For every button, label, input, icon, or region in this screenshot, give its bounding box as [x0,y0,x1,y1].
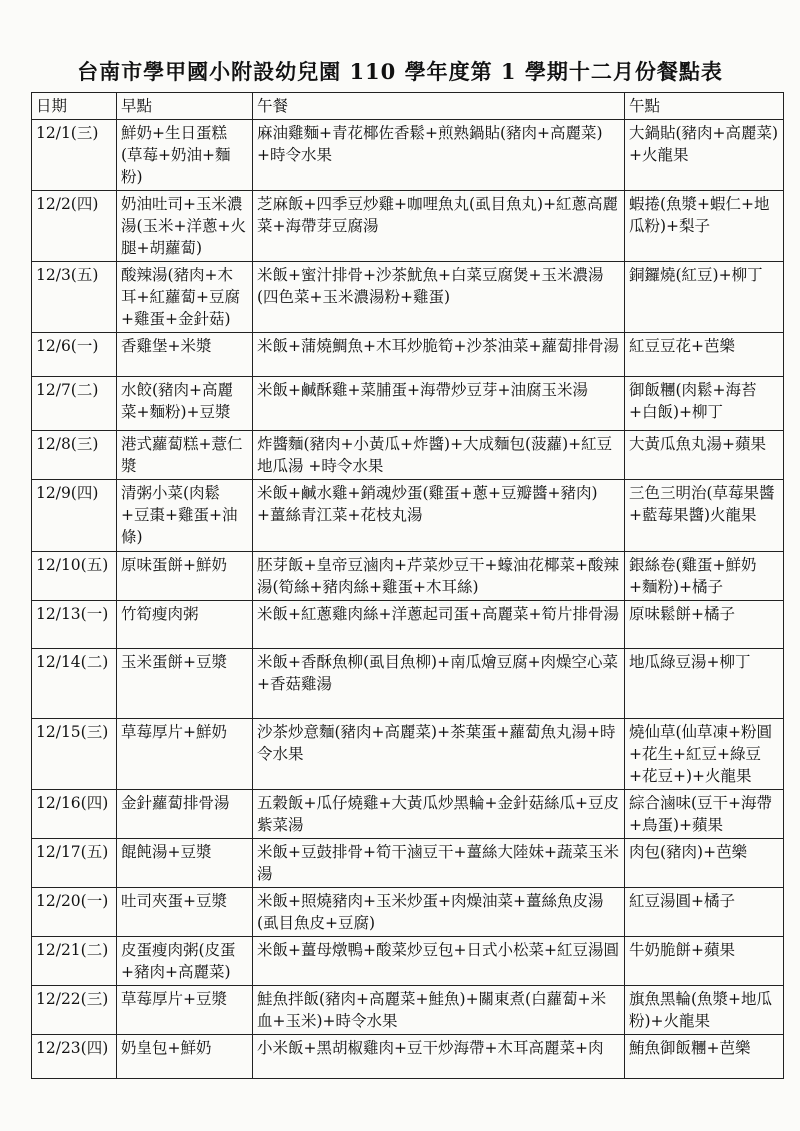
snack-cell: 蝦捲(魚漿+蝦仁+地瓜粉)+梨子 [625,191,784,262]
header-lunch: 午餐 [253,93,625,120]
lunch-cell: 米飯+香酥魚柳(虱目魚柳)+南瓜燴豆腐+肉燥空心菜+香菇雞湯 [253,649,625,719]
lunch-cell: 五穀飯+瓜仔燒雞+大黃瓜炒黑輪+金針菇絲瓜+豆皮紫菜湯 [253,790,625,839]
date-cell: 12/20(一) [32,888,117,937]
header-breakfast: 早點 [117,93,253,120]
table-row [32,839,784,888]
lunch-cell: 鮭魚拌飯(豬肉+高麗菜+鮭魚)+關東煮(白蘿蔔+米血+玉米)+時令水果 [253,986,625,1035]
breakfast-cell: 草莓厚片+豆漿 [117,986,253,1035]
breakfast-cell: 原味蛋餅+鮮奶 [117,552,253,601]
breakfast-cell: 吐司夾蛋+豆漿 [117,888,253,937]
breakfast-cell: 金針蘿蔔排骨湯 [117,790,253,839]
snack-cell: 綜合滷味(豆干+海帶+鳥蛋)+蘋果 [625,790,784,839]
snack-cell: 御飯糰(肉鬆+海苔+白飯)+柳丁 [625,377,784,431]
table-row [32,937,784,986]
lunch-cell: 沙茶炒意麵(豬肉+高麗菜)+茶葉蛋+蘿蔔魚丸湯+時令水果 [253,719,625,790]
breakfast-cell: 竹筍瘦肉粥 [117,601,253,649]
snack-cell: 紅豆豆花+芭樂 [625,333,784,377]
snack-cell: 地瓜綠豆湯+柳丁 [625,649,784,719]
table-row [32,191,784,262]
table-header-row [32,93,784,120]
snack-cell: 原味鬆餅+橘子 [625,601,784,649]
breakfast-cell: 奶油吐司+玉米濃湯(玉米+洋蔥+火腿+胡蘿蔔) [117,191,253,262]
lunch-cell: 米飯+蜜汁排骨+沙茶魷魚+白菜豆腐煲+玉米濃湯(四色菜+玉米濃湯粉+雞蛋) [253,262,625,333]
date-cell: 12/9(四) [32,480,117,552]
date-cell: 12/17(五) [32,839,117,888]
table-row [32,649,784,719]
snack-cell: 肉包(豬肉)+芭樂 [625,839,784,888]
date-cell: 12/1(三) [32,120,117,191]
lunch-cell: 米飯+照燒豬肉+玉米炒蛋+肉燥油菜+薑絲魚皮湯(虱目魚皮+豆腐) [253,888,625,937]
table-row [32,888,784,937]
date-cell: 12/7(二) [32,377,117,431]
date-cell: 12/13(一) [32,601,117,649]
lunch-cell: 米飯+紅蔥雞肉絲+洋蔥起司蛋+高麗菜+筍片排骨湯 [253,601,625,649]
table-row [32,601,784,649]
date-cell: 12/21(二) [32,937,117,986]
snack-cell: 大黃瓜魚丸湯+蘋果 [625,431,784,480]
table-row [32,552,784,601]
breakfast-cell: 玉米蛋餅+豆漿 [117,649,253,719]
date-cell: 12/8(三) [32,431,117,480]
lunch-cell: 胚芽飯+皇帝豆滷肉+芹菜炒豆干+蠔油花椰菜+酸辣湯(筍絲+豬肉絲+雞蛋+木耳絲) [253,552,625,601]
date-cell: 12/6(一) [32,333,117,377]
snack-cell: 大鍋貼(豬肉+高麗菜)+火龍果 [625,120,784,191]
table-row [32,120,784,191]
table-row [32,480,784,552]
table-row [32,377,784,431]
lunch-cell: 麻油雞麵+青花椰佐香鬆+煎熟鍋貼(豬肉+高麗菜)+時令水果 [253,120,625,191]
snack-cell: 三色三明治(草莓果醬+藍莓果醬)火龍果 [625,480,784,552]
lunch-cell: 芝麻飯+四季豆炒雞+咖哩魚丸(虱目魚丸)+紅蔥高麗菜+海帶芽豆腐湯 [253,191,625,262]
lunch-cell: 米飯+鹹水雞+銷魂炒蛋(雞蛋+蔥+豆瓣醬+豬肉)+薑絲青江菜+花枝丸湯 [253,480,625,552]
header-date: 日期 [32,93,117,120]
table-row [32,431,784,480]
date-cell: 12/15(三) [32,719,117,790]
date-cell: 12/23(四) [32,1035,117,1079]
breakfast-cell: 水餃(豬肉+高麗菜+麵粉)+豆漿 [117,377,253,431]
lunch-cell: 米飯+薑母燉鴨+酸菜炒豆包+日式小松菜+紅豆湯圓 [253,937,625,986]
table-row [32,333,784,377]
breakfast-cell: 草莓厚片+鮮奶 [117,719,253,790]
meal-table [31,92,784,1079]
breakfast-cell: 香雞堡+米漿 [117,333,253,377]
table-row [32,790,784,839]
breakfast-cell: 皮蛋瘦肉粥(皮蛋+豬肉+高麗菜) [117,937,253,986]
snack-cell: 鮪魚御飯糰+芭樂 [625,1035,784,1079]
date-cell: 12/2(四) [32,191,117,262]
date-cell: 12/14(二) [32,649,117,719]
date-cell: 12/22(三) [32,986,117,1035]
snack-cell: 紅豆湯圓+橘子 [625,888,784,937]
date-cell: 12/16(四) [32,790,117,839]
lunch-cell: 小米飯+黑胡椒雞肉+豆干炒海帶+木耳高麗菜+肉 [253,1035,625,1079]
snack-cell: 銅鑼燒(紅豆)+柳丁 [625,262,784,333]
snack-cell: 牛奶脆餅+蘋果 [625,937,784,986]
lunch-cell: 米飯+鹹酥雞+菜脯蛋+海帶炒豆芽+油腐玉米湯 [253,377,625,431]
date-cell: 12/3(五) [32,262,117,333]
lunch-cell: 米飯+蒲燒鯛魚+木耳炒脆筍+沙茶油菜+蘿蔔排骨湯 [253,333,625,377]
lunch-cell: 炸醬麵(豬肉+小黃瓜+炸醬)+大成麵包(菠蘿)+紅豆地瓜湯 +時令水果 [253,431,625,480]
breakfast-cell: 奶皇包+鮮奶 [117,1035,253,1079]
page-title: 台南市學甲國小附設幼兒園 110 學年度第 1 學期十二月份餐點表 [77,59,723,84]
breakfast-cell: 酸辣湯(豬肉+木耳+紅蘿蔔+豆腐+雞蛋+金針菇) [117,262,253,333]
table-row [32,262,784,333]
table-row [32,986,784,1035]
snack-cell: 銀絲卷(雞蛋+鮮奶+麵粉)+橘子 [625,552,784,601]
breakfast-cell: 港式蘿蔔糕+薏仁漿 [117,431,253,480]
lunch-cell: 米飯+豆鼓排骨+筍干滷豆干+薑絲大陸妹+蔬菜玉米湯 [253,839,625,888]
date-cell: 12/10(五) [32,552,117,601]
table-row [32,1035,784,1079]
snack-cell: 旗魚黑輪(魚漿+地瓜粉)+火龍果 [625,986,784,1035]
breakfast-cell: 清粥小菜(肉鬆+豆棗+雞蛋+油條) [117,480,253,552]
breakfast-cell: 鮮奶+生日蛋糕(草莓+奶油+麵粉) [117,120,253,191]
header-snack: 午點 [625,93,784,120]
table-row [32,719,784,790]
snack-cell: 燒仙草(仙草凍+粉圓+花生+紅豆+綠豆+花豆+)+火龍果 [625,719,784,790]
breakfast-cell: 餛飩湯+豆漿 [117,839,253,888]
